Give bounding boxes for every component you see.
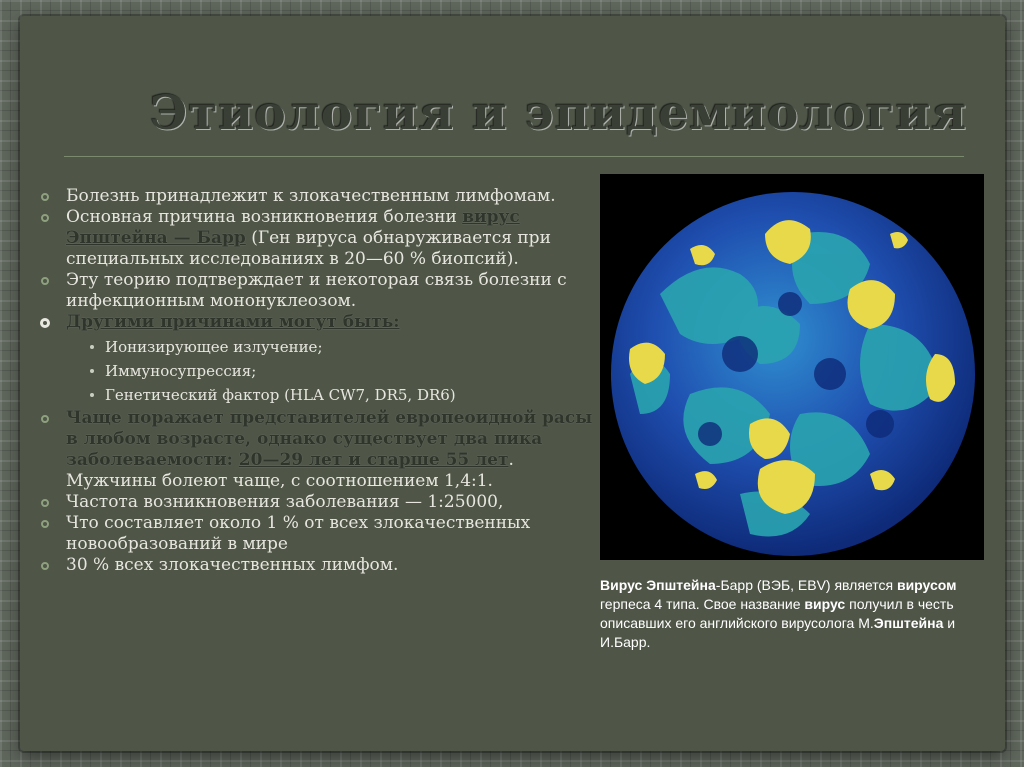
sub-bullet-icon [90,345,94,349]
bullet-3 [38,270,598,312]
caption-bold-3: вирус [804,596,846,612]
caption-bold-1: Вирус Эпштейна [600,577,716,593]
sub-bullet-3 [38,385,598,405]
bullet-5 [38,408,598,492]
virus-image [600,174,984,560]
bullet-icon [40,318,50,328]
bullet-4 [38,312,598,333]
bullet-icon [41,562,49,570]
caption-text-4: и И.Барр. [600,615,956,650]
bullet-icon [41,415,49,423]
sub-bullet-icon [90,393,94,397]
caption-text-2: герпеса 4 типа. Свое название [600,596,805,612]
bullet-1 [38,186,598,207]
bullet-icon [41,193,49,201]
bullet-4-text: Другими причинами могут быть: [66,312,400,332]
bullet-5-text-end: . Мужчины болеют чаще, с соотношением 1,4:1. [66,450,514,491]
caption-bold-2: вирусом [896,577,957,593]
bullet-2-text: Основная причина возникновения болезни [66,207,463,227]
bullet-2 [38,207,598,270]
bullet-7-text: Что составляет около 1 % от всех злокачественных новообразований в мире [66,513,531,554]
sub-bullet-1 [38,337,598,357]
caption-text-3: получил в честь описавших его английского вирусолога М. [600,596,954,631]
bullet-3-text: Эту теорию подтверждает и некоторая связь болезни с инфекционным мононуклеозом. [66,270,567,311]
bullet-7 [38,513,598,555]
slide-title: Этиология и эпидемиология [150,86,968,141]
bullet-8-text: 30 % всех злокачественных лимфом. [66,555,399,575]
sub-bullet-1-text: Ионизирующее излучение; [105,338,323,356]
ebv-link[interactable]: вирус Эпштейна — Барр [66,207,520,248]
bullet-6 [38,492,598,513]
bullet-icon [41,214,49,222]
bullet-1-text: Болезнь принадлежит к злокачественным лимфомам. [66,186,556,206]
sub-bullet-icon [90,369,94,373]
slide-content [38,186,598,576]
virus-illustration-icon [600,174,984,560]
bullet-icon [41,277,49,285]
bullet-8 [38,555,598,576]
bullet-icon [41,520,49,528]
sub-bullet-2-text: Иммуносупрессия; [105,362,257,380]
bullet-2-text-end: (Ген вируса обнаруживается при специальных исследованиях в 20—60 % биопсий). [66,228,551,269]
caption-text-1: -Барр (ВЭБ, EBV) является [715,577,897,593]
sub-bullet-2 [38,361,598,381]
caption-bold-4: Эпштейна [873,615,944,631]
age-peaks-link[interactable]: 20—29 лет и старше 55 лет [238,450,509,470]
bullet-6-text: Частота возникновения заболевания — 1:25000, [66,492,504,512]
image-caption [600,576,985,652]
title-divider [64,156,964,157]
bullet-icon [41,499,49,507]
bullet-5-text: Чаще поражает представителей европеоидной расы в любом возрасте, однако существует два пика заболеваемости: [66,408,593,470]
sub-bullet-3-text: Генетический фактор (HLA CW7, DR5, DR6) [105,386,456,404]
